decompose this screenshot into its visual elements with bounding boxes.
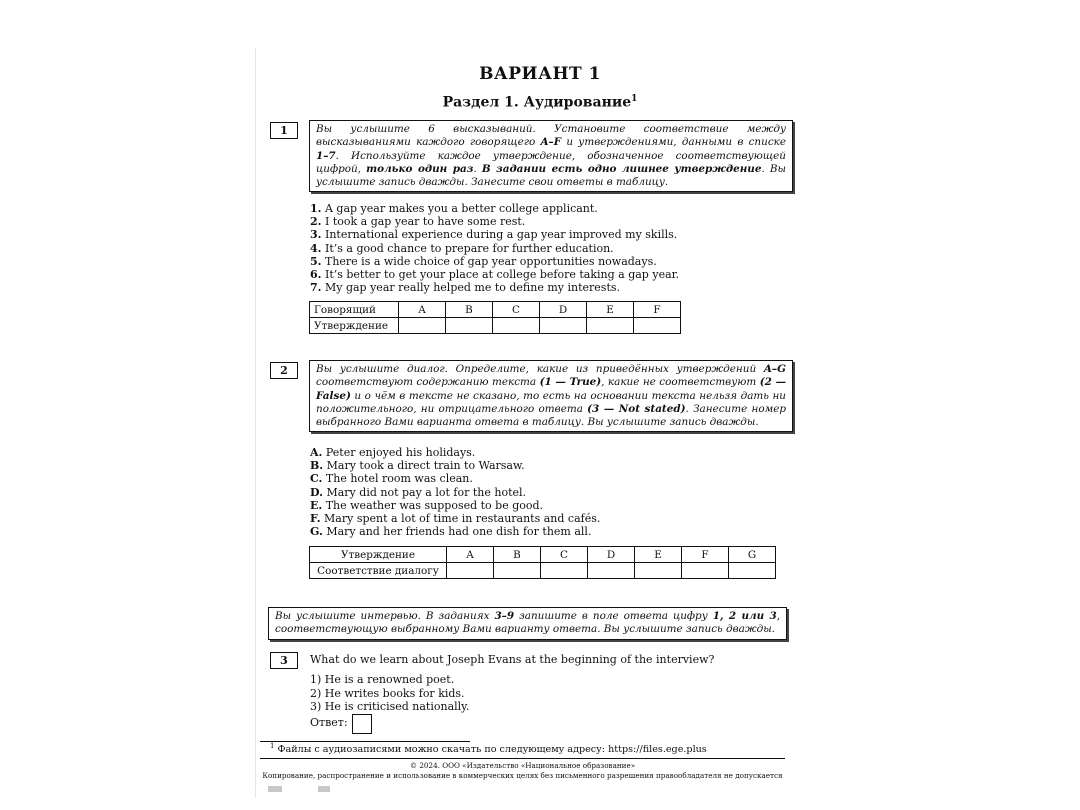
- copyright-line-1: © 2024. ООО «Издательство «Национальное образование»: [409, 761, 636, 770]
- task1-table-answer-row: [310, 318, 681, 334]
- task2-col-c: C: [541, 547, 588, 563]
- task3-answer-box[interactable]: [352, 714, 372, 734]
- task1-answer-cell-a[interactable]: [399, 318, 446, 334]
- list-item-number: A.: [310, 446, 323, 459]
- task2-answer-cell-a[interactable]: [447, 563, 494, 579]
- list-item: [310, 268, 679, 281]
- list-item-text: Mary did not pay a lot for the hotel.: [322, 485, 527, 499]
- instruction-run: Вы услышите интервью. В заданиях: [275, 610, 495, 622]
- task2-instruction: [309, 360, 793, 432]
- task1-instruction: [309, 120, 793, 192]
- task-number-3: 3: [270, 652, 298, 669]
- instruction-run: Вы услышите 6 высказываний. Установите соответствие между высказываниями каждого говорящего: [316, 123, 786, 149]
- instruction-run: 1–7: [316, 149, 336, 162]
- footer-divider: [260, 758, 785, 759]
- list-item-number: D.: [310, 485, 323, 499]
- list-item-number: F.: [310, 512, 321, 526]
- list-item-number: B.: [310, 459, 324, 473]
- task1-answer-cell-b[interactable]: [446, 318, 493, 334]
- task1-col-e: E: [587, 302, 634, 318]
- list-item-number: 7.: [310, 281, 322, 295]
- instruction-run: A–G: [763, 363, 786, 375]
- footnote: [270, 742, 707, 755]
- task2-col-g: G: [729, 547, 776, 563]
- task1-col-f: F: [634, 302, 681, 318]
- copyright-line-2: Копирование, распространение и использование в коммерческих целях без письменного разрешения правообладателя не допускается: [262, 770, 783, 780]
- instruction-run: (2 — False): [316, 376, 787, 402]
- interview-instruction: [268, 607, 787, 640]
- task2-col-a: A: [447, 547, 494, 563]
- task2-table-header-row: [310, 547, 776, 563]
- list-item-text: Mary and her friends had one dish for them all.: [322, 525, 592, 539]
- footnote-text: Файлы с аудиозаписями можно скачать по следующему адресу: https://files.ege.plus: [277, 744, 707, 756]
- task3-question: What do we learn about Joseph Evans at the beginning of the interview?: [310, 653, 715, 666]
- task3-option-3: 3) He is criticised nationally.: [310, 700, 470, 713]
- list-item-text: Mary took a direct train to Warsaw.: [323, 459, 525, 473]
- list-item: [310, 486, 600, 499]
- instruction-run: только один раз: [366, 162, 474, 175]
- list-item: [310, 281, 679, 294]
- list-item-text: A gap year makes you a better college applicant.: [321, 202, 598, 215]
- instruction-run: 3–9: [494, 610, 515, 622]
- variant-title: ВАРИАНТ 1: [479, 64, 601, 84]
- list-item: [310, 242, 679, 255]
- list-item: [310, 228, 679, 241]
- list-item-text: I took a gap year to have some rest.: [321, 215, 526, 229]
- task1-answer-cell-e[interactable]: [587, 318, 634, 334]
- task1-answer-cell-d[interactable]: [540, 318, 587, 334]
- scan-mark-right: [318, 786, 330, 792]
- section-title-text: Раздел 1. Аудирование: [442, 94, 632, 111]
- task-number-1: 1: [270, 122, 298, 139]
- task2-row-header-statement: Утверждение: [310, 547, 447, 563]
- task3-options: [310, 673, 469, 714]
- list-item-text: International experience during a gap year improved my skills.: [321, 228, 678, 242]
- list-item-number: 6.: [310, 268, 322, 282]
- list-item-number: 3.: [310, 228, 322, 242]
- list-item: [310, 512, 600, 525]
- task2-answer-cell-e[interactable]: [635, 563, 682, 579]
- instruction-run: (1 — True): [539, 376, 602, 389]
- task2-answer-cell-d[interactable]: [588, 563, 635, 579]
- list-item-number: E.: [310, 498, 323, 512]
- task1-answer-table: [309, 301, 681, 334]
- task2-row-header-match: Соответствие диалогу: [310, 563, 447, 579]
- task2-col-e: E: [635, 547, 682, 563]
- task2-answer-cell-b[interactable]: [494, 563, 541, 579]
- list-item-text: It’s a good chance to prepare for further education.: [321, 241, 614, 255]
- list-item-text: There is a wide choice of gap year opportunities nowadays.: [321, 254, 657, 268]
- list-item: [310, 215, 679, 228]
- section-title: [0, 94, 1080, 111]
- instruction-run: соответствуют содержанию текста: [316, 376, 540, 389]
- scan-mark-left: [268, 786, 282, 792]
- task2-col-d: D: [588, 547, 635, 563]
- task1-col-c: C: [493, 302, 540, 318]
- instruction-run: 1, 2 или 3: [712, 610, 777, 622]
- instruction-run: . Используйте каждое утверждение, обозначенное соответствующей цифрой,: [316, 149, 786, 175]
- list-item: [310, 499, 600, 512]
- list-item: [310, 525, 600, 538]
- list-item-text: The weather was supposed to be good.: [322, 498, 544, 512]
- list-item-text: The hotel room was clean.: [322, 472, 473, 486]
- instruction-run: и утверждениями, данными в списке: [561, 136, 786, 149]
- instruction-run: и о чём в тексте не сказано, то есть на основании текста нельзя дать ни положительного, ни отрицательного ответа: [316, 389, 786, 415]
- task2-col-b: B: [494, 547, 541, 563]
- task1-statements: [310, 202, 679, 294]
- task2-answer-cell-c[interactable]: [541, 563, 588, 579]
- task2-answer-cell-f[interactable]: [682, 563, 729, 579]
- instruction-run: . Вы услышите запись дважды. Занесите свои ответы в таблицу.: [316, 162, 786, 189]
- task1-row-header-speaker: Говорящий: [310, 302, 399, 318]
- list-item-text: It’s better to get your place at college before taking a gap year.: [321, 268, 680, 282]
- instruction-run: A–F: [540, 136, 562, 149]
- task1-col-d: D: [540, 302, 587, 318]
- list-item-number: C.: [310, 472, 323, 486]
- footnote-marker: 1: [631, 94, 638, 104]
- instruction-run: запишите в поле ответа цифру: [514, 610, 713, 622]
- list-item-text: My gap year really helped me to define my interests.: [321, 281, 621, 295]
- footnote-number: 1: [270, 742, 275, 750]
- task2-answer-cell-g[interactable]: [729, 563, 776, 579]
- task1-col-b: B: [446, 302, 493, 318]
- instruction-run: Вы услышите диалог. Определите, какие из приведённых утверждений: [316, 363, 764, 375]
- list-item: [310, 472, 600, 485]
- instruction-run: , соответствующую выбранному Вами варианту ответа. Вы услышите запись дважды.: [275, 610, 781, 636]
- list-item: [310, 202, 679, 215]
- list-item-number: 5.: [310, 254, 322, 268]
- instruction-run: , какие не соответствуют: [601, 376, 760, 389]
- instruction-run: .: [473, 162, 482, 175]
- list-item-number: 2.: [310, 215, 322, 229]
- list-item-number: G.: [310, 525, 323, 539]
- task1-row-header-statement: Утверждение: [310, 318, 399, 334]
- task2-col-f: F: [682, 547, 729, 563]
- list-item: [310, 255, 679, 268]
- task1-table-header-row: [310, 302, 681, 318]
- list-item-number: 4.: [310, 241, 322, 255]
- task2-answer-table: [309, 546, 776, 579]
- list-item-number: 1.: [310, 202, 322, 215]
- list-item-text: Peter enjoyed his holidays.: [322, 446, 476, 459]
- instruction-run: . Занесите номер выбранного Вами варианта ответа в таблицу. Вы услышите запись дважды.: [316, 402, 786, 429]
- task-number-2: 2: [270, 362, 298, 379]
- task3-option-1: 1) He is a renowned poet.: [310, 673, 455, 686]
- list-item: [310, 446, 600, 459]
- instruction-run: В задании есть одно лишнее утверждение: [481, 162, 762, 175]
- answer-label: Ответ:: [310, 716, 348, 729]
- list-item-text: Mary spent a lot of time in restaurants and cafés.: [320, 512, 601, 526]
- task3-option-2: 2) He writes books for kids.: [310, 686, 465, 700]
- task1-col-a: A: [399, 302, 446, 318]
- task1-answer-cell-c[interactable]: [493, 318, 540, 334]
- task2-table-answer-row: [310, 563, 776, 579]
- task1-answer-cell-f[interactable]: [634, 318, 681, 334]
- copyright: [260, 761, 785, 780]
- instruction-run: (3 — Not stated): [587, 402, 686, 415]
- list-item: [310, 459, 600, 472]
- task2-statements: [310, 446, 600, 538]
